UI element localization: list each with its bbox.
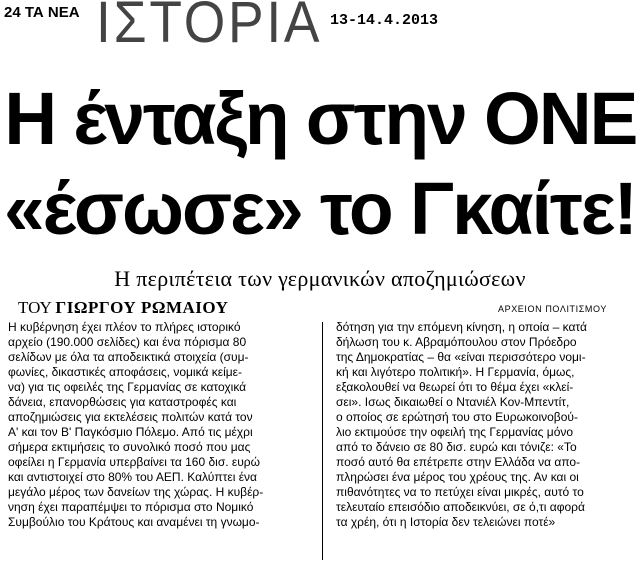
section-title: ΙΣΤΟΡΙΑ [96,0,323,55]
page-number: 24 ΤΑ ΝΕΑ [4,4,80,21]
article-line: πληρώσει ένα μέρος του χρέους της. Αν και οι [336,470,579,484]
article-line: σήμερα εκτιμήσεις το συνολικό ποσό που μας [8,440,251,454]
issue-date: 13-14.4.2013 [330,12,439,29]
byline [18,298,228,318]
article-line: οφείλει η Γερμανία υπερβαίνει τα 160 δισ. ευρώ [8,455,260,469]
article-line: δάνεια, επανορθώσεις για καταστροφές και [8,395,237,409]
headline-line-1: Η ένταξη στην ΟΝΕ [4,77,637,160]
photo-credit: ΑΡΧΕΙΟΝ ΠΟΛΙΤΙΣΜΟΥ [498,304,607,314]
article-line: σει». Ισως δικαιωθεί ο Ντανιέλ Κον-Μπεντίτ, [336,395,570,409]
article-line: από το δάνειο σε 80 δισ. ευρώ και τόνιζε: «Το [336,440,577,454]
article-line: να) για τις οφειλές της Γερμανίας σε κατοχικά [8,380,247,394]
article-line: φωνίες, δικαστικές αποφάσεις, νομικά κείμε- [8,365,242,379]
article-line: σελίδων με όλα τα αποδεικτικά στοιχεία (συμ- [8,350,249,364]
article-line: δότηση για την επόμενη κίνηση, η οποία – κατά [336,320,587,334]
article-line: μεγάλο μέρος των δανείων της χώρας. Η κυβέρ- [8,485,264,499]
subtitle: Η περιπέτεια των γερμανικών αποζημιώσεων [114,266,526,291]
article-line: Η κυβέρνηση έχει πλέον το πλήρες ιστορικό [8,320,241,334]
article-column-right [336,320,636,530]
article-line: τελευταίο επεισόδιο αποδεικνύει, σε ό,τι αφορά [336,500,585,514]
byline-prefix: ΤΟΥ [18,298,52,317]
article-line: κή και λιγότερο πολιτική». Η Γερμανία, όμως, [336,365,575,379]
article-line: τα χρέη, ότι η Ιστορία δεν τελειώνει ποτέ» [336,515,556,529]
headline-line-2: «έσωσε» το Γκαίτε! [4,167,636,250]
masthead [0,0,640,70]
article-line: και αντιστοιχεί στο 80% του ΑΕΠ. Καλύπτει ένα [8,470,257,484]
article-line: αρχείο (190.000 σελίδες) και ένα πόρισμα 80 [8,335,247,349]
article-line: ποσό αυτό θα επέτρεπε στην Ελλάδα να απο- [336,455,581,469]
article-line: πιθανότητες να το πετύχει είναι μικρές, αυτό το [336,485,584,499]
byline-author: ΓΙΩΡΓΟΥ ΡΩΜΑΙΟΥ [55,298,229,317]
article-line: εξακολουθεί να θεωρεί ότι το θέμα έχει «κλεί- [336,380,574,394]
article-line: δήλωση του κ. Αβραμόπουλου στον Πρόεδρο [336,335,577,349]
article-line: νηση έχει παραπέμψει το πόρισμα στο Νομικό [8,500,254,514]
article-line: λιο εκτιμούσε την οφειλή της Γερμανίας μόνο [336,425,574,439]
article-column-left [8,320,312,530]
column-divider [322,322,323,560]
article-line: αποζημιώσεις για εκτελέσεις πολιτών κατά τον [8,410,253,424]
article-line: Α' και τον Β' Παγκόσμιο Πόλεμο. Από τις μέχρι [8,425,253,439]
article-line: ο οποίος σε ερώτησή του στο Ευρωκοινοβού- [336,410,578,424]
article-line: της Δημοκρατίας – θα «είναι περισσότερο νομι- [336,350,586,364]
article-line: Συμβούλιο του Κράτους και αναμένει τη γνωμο- [8,515,260,529]
